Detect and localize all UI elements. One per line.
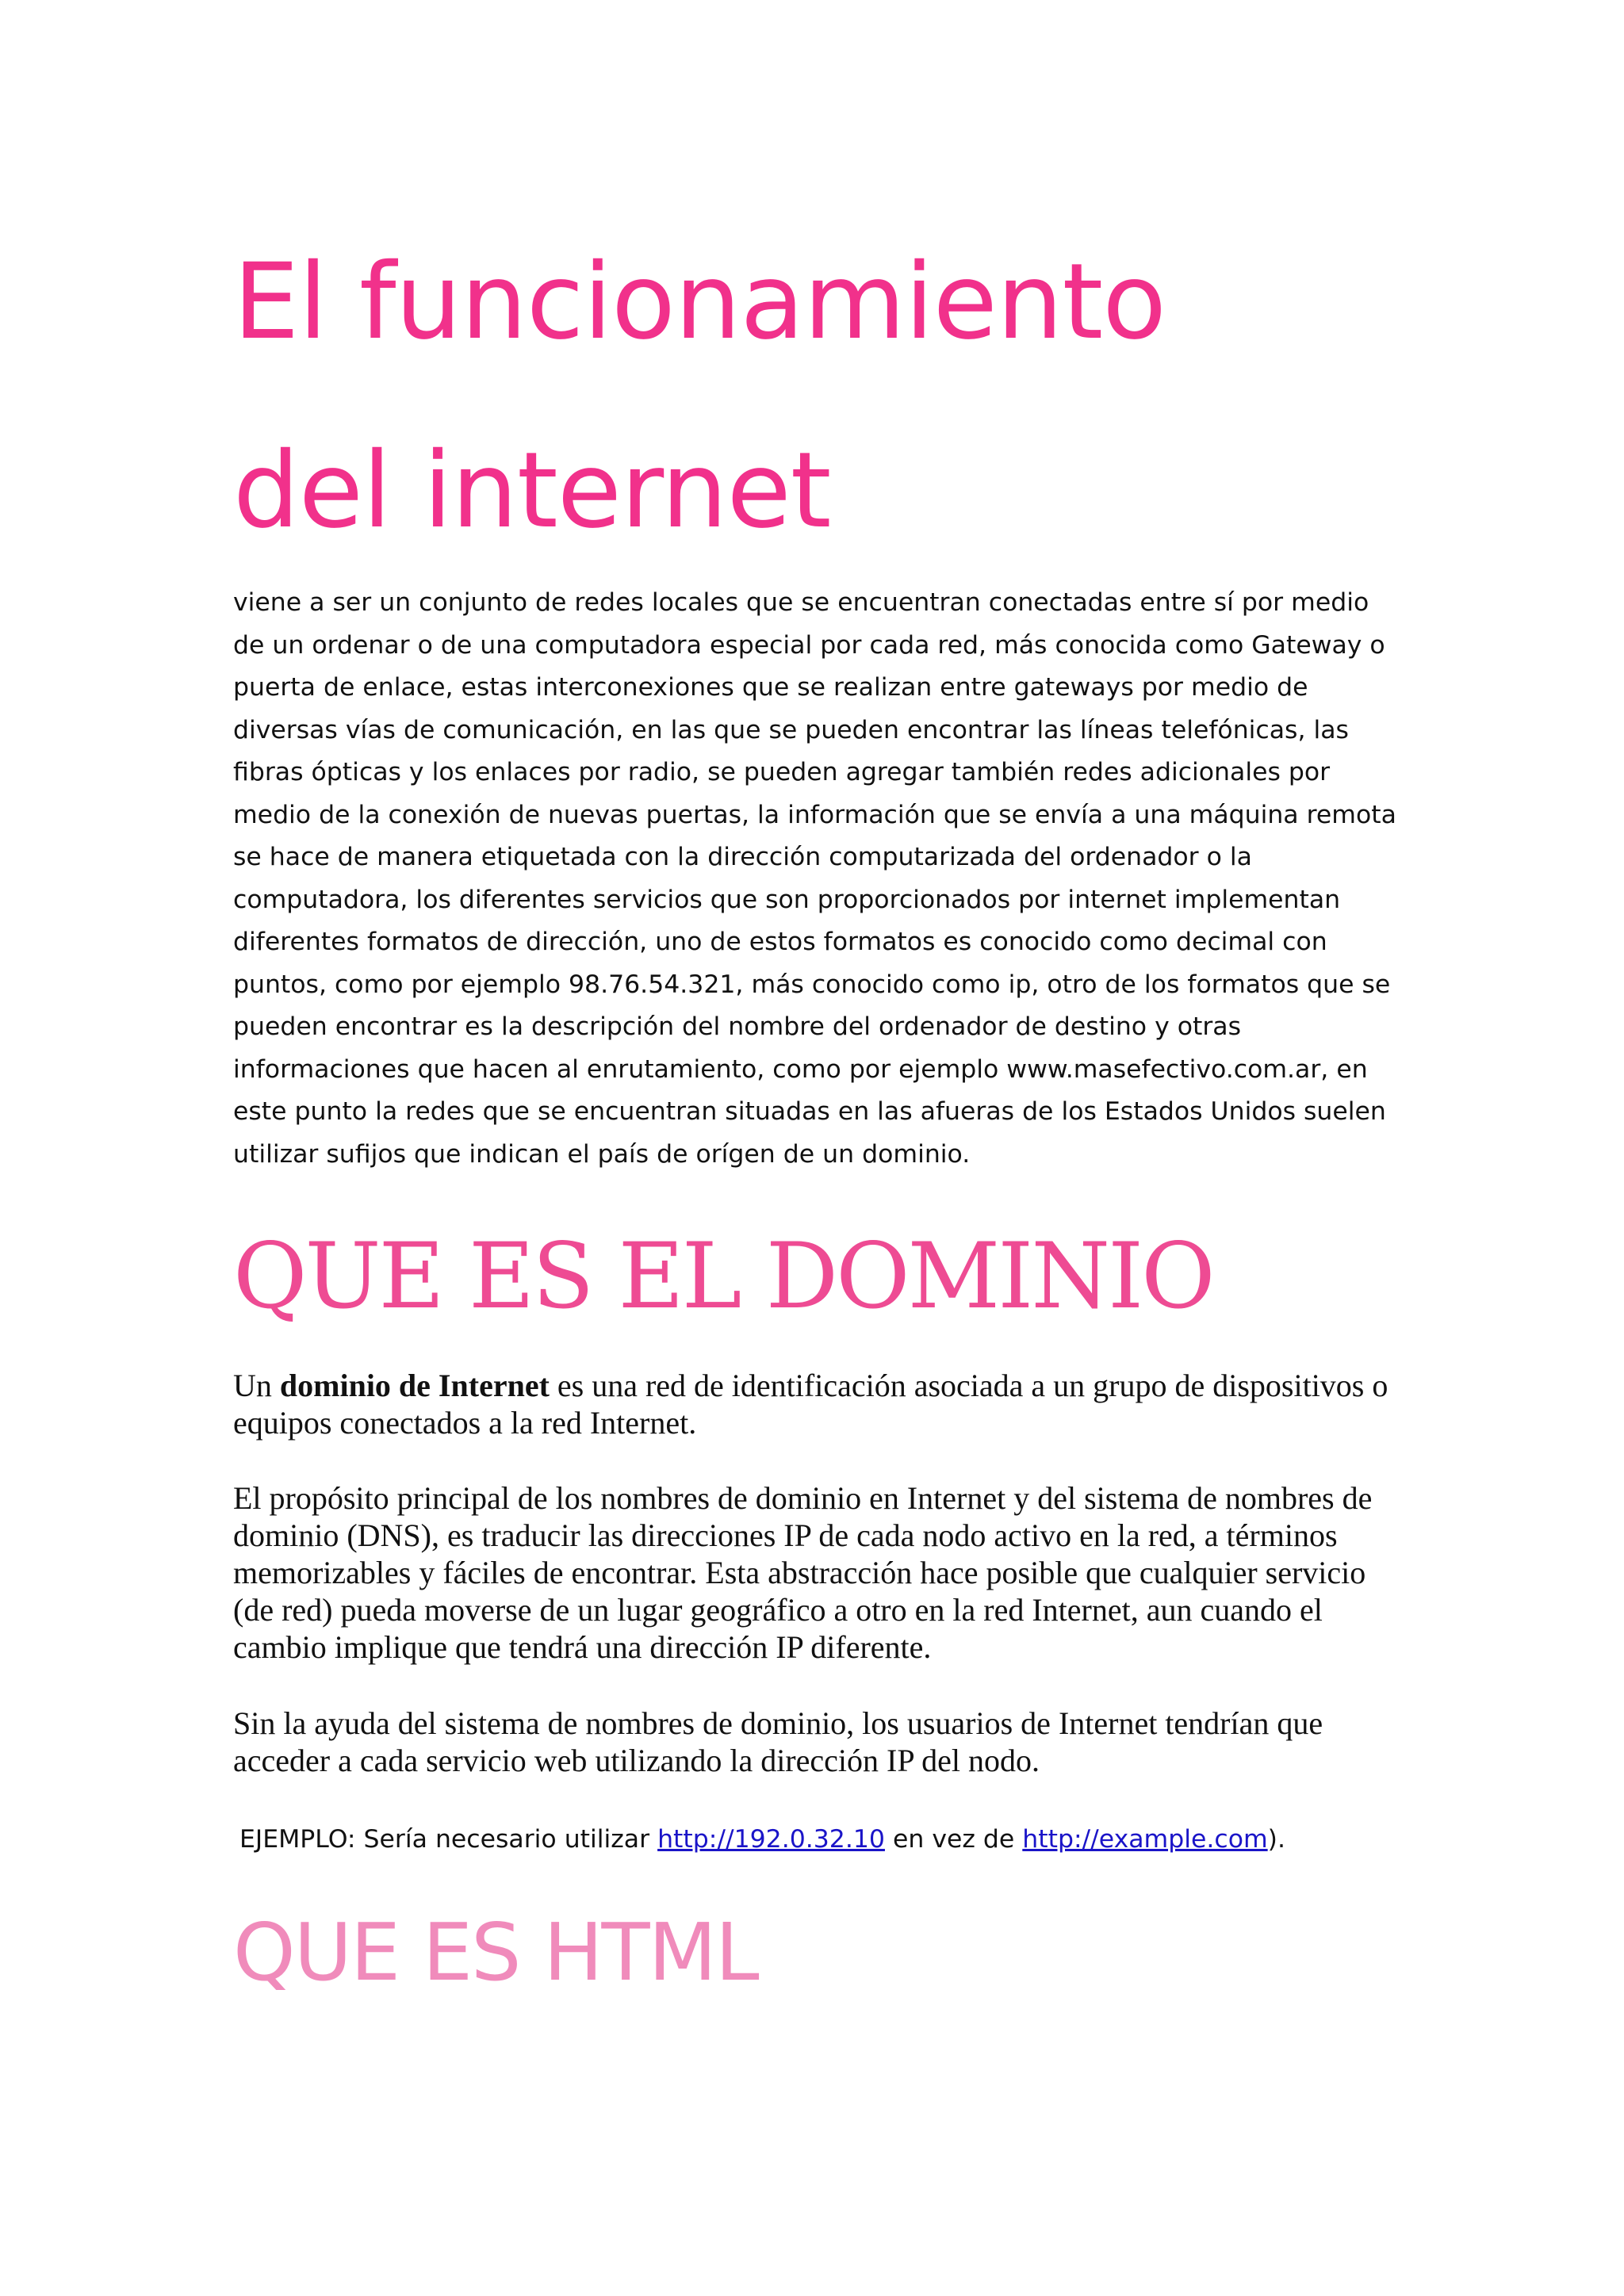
example-domain-link[interactable]: http://example.com <box>1022 1825 1268 1854</box>
dominio-example-line <box>239 1820 1429 1858</box>
dominio-purpose-paragraph: El propósito principal de los nombres de dominio en Internet y del sistema de nombres de dominio (DNS), es traducir las direcciones IP de cada nodo activo en la red, a términos memorizables y fáciles de encontrar. Esta abstracción hace posible que cualquier servicio (de red) pueda moverse de un lugar geográfico a otro en la red Internet, aun cuando el cambio implique que tendrá una dirección IP diferente. <box>233 1480 1373 1665</box>
dominio-without-dns-paragraph: Sin la ayuda del sistema de nombres de dominio, los usuarios de Internet tendrían que acceder a cada servicio web utilizando la dirección IP del nodo. <box>233 1705 1323 1778</box>
dominio-definition-term: dominio de Internet <box>279 1368 550 1403</box>
heading-que-es-el-dominio: QUE ES EL DOMINIO <box>233 1223 1213 1329</box>
dominio-definition-paragraph <box>233 1367 1407 1441</box>
document-title-line-2: del internet <box>233 430 831 552</box>
document-title <box>233 208 1502 585</box>
example-middle: en vez de <box>884 1825 1023 1854</box>
intro-paragraph: viene a ser un conjunto de redes locales que se encuentran conectadas entre sí por medio de un ordenar o de una computadora especial por cada red, más conocida como Gateway o puerta de enlace, estas interconexiones que se realizan entre gateways por medio de diversas vías de comunicación, en las que se pueden encontrar las líneas telefónicas, las fibras ópticas y los enlaces por radio, se pueden agregar también redes adicionales por medio de la conexión de nuevas puertas, la información que se envía a una máquina remota se hace de manera etiquetada con la dirección computarizada del ordenador o la computadora, los diferentes servicios que son proporcionados por internet implementan diferentes formatos de dirección, uno de estos formatos es conocido como decimal con puntos, como por ejemplo 98.76.54.321, más conocido como ip, otro de los formatos que se pueden encontrar es la descripción del nombre del ordenador de destino y otras informaciones que hacen al enrutamiento, como por ejemplo www.masefectivo.com.ar, en este punto la redes que se encuentran situadas en las afueras de los Estados Unidos suelen utilizar sufijos que indican el país de orígen de un dominio. <box>233 588 1396 1169</box>
example-ip-link[interactable]: http://192.0.32.10 <box>657 1825 885 1854</box>
document-title-line-1: El funcionamiento <box>233 241 1166 363</box>
dominio-definition-rest: es una red de identificación asociada a un grupo de dispositivos o equipos conectados a la red Internet. <box>233 1368 1388 1441</box>
heading-que-es-html: QUE ES HTML <box>233 1906 758 1999</box>
example-prefix: EJEMPLO: Sería necesario utilizar <box>239 1825 658 1854</box>
example-suffix: ). <box>1267 1825 1285 1854</box>
dominio-definition-start: Un <box>233 1368 280 1403</box>
